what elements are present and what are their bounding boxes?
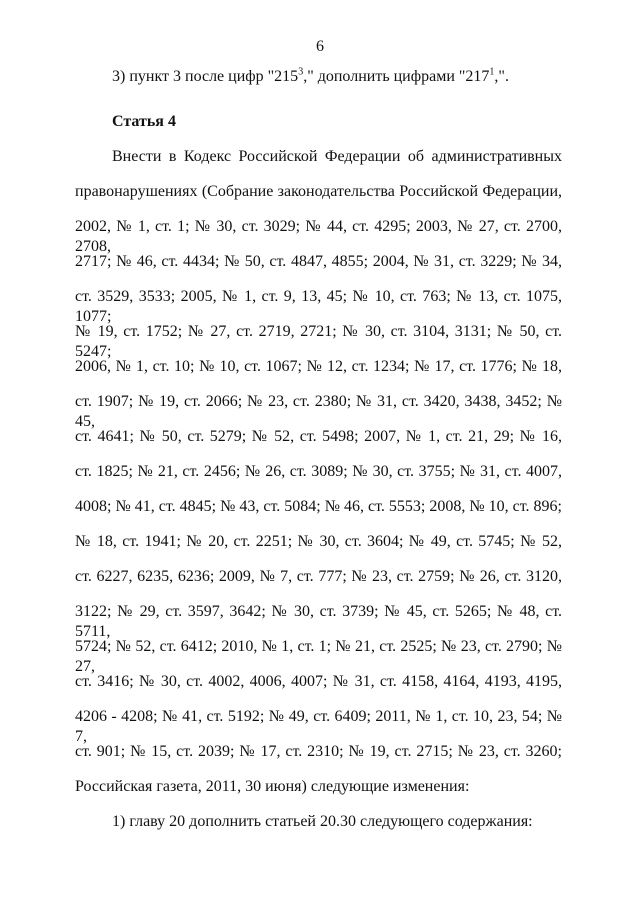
page-number: 6 [316, 38, 324, 55]
item-3-superscript-2: 1 [489, 66, 495, 78]
body-line: № 19, ст. 1752; № 27, ст. 2719, 2721; № 30, ст. 3104, 3131; № 50, ст. 5247; [75, 323, 562, 360]
item-3-text-middle: ," дополнить цифрами "217 [303, 68, 490, 85]
body-line: Внести в Кодекс Российской Федерации об административных [112, 148, 562, 165]
body-line: ст. 3529, 3533; 2005, № 1, ст. 9, 13, 45; № 10, ст. 763; № 13, ст. 1075, 1077; [75, 288, 562, 325]
body-line: ст. 901; № 15, ст. 2039; № 17, ст. 2310; № 19, ст. 2715; № 23, ст. 3260; [75, 743, 562, 760]
item-3-amendment [112, 67, 509, 87]
body-line: правонарушениях (Собрание законодательства Российской Федерации, [75, 183, 562, 200]
body-line: 5724; № 52, ст. 6412; 2010, № 1, ст. 1; № 21, ст. 2525; № 23, ст. 2790; № 27, [75, 638, 562, 675]
body-line: ст. 3416; № 30, ст. 4002, 4006, 4007; № 31, ст. 4158, 4164, 4193, 4195, [75, 673, 562, 690]
body-line: 2717; № 46, ст. 4434; № 50, ст. 4847, 4855; 2004, № 31, ст. 3229; № 34, [75, 253, 562, 270]
body-line: ст. 1907; № 19, ст. 2066; № 23, ст. 2380; № 31, ст. 3420, 3438, 3452; № 45, [75, 393, 562, 430]
body-line: 4206 - 4208; № 41, ст. 5192; № 49, ст. 6409; 2011, № 1, ст. 10, 23, 54; № 7, [75, 708, 562, 745]
item-3-text-after: ,". [494, 68, 509, 85]
body-line: № 18, ст. 1941; № 20, ст. 2251; № 30, ст. 3604; № 49, ст. 5745; № 52, [75, 533, 562, 550]
item-1-amendment: 1) главу 20 дополнить статьей 20.30 следующего содержания: [112, 813, 533, 830]
item-3-superscript-1: 3 [298, 66, 304, 78]
body-line: 2006, № 1, ст. 10; № 10, ст. 1067; № 12, ст. 1234; № 17, ст. 1776; № 18, [75, 358, 562, 375]
body-line: 3122; № 29, ст. 3597, 3642; № 30, ст. 3739; № 45, ст. 5265; № 48, ст. 5711, [75, 603, 562, 640]
body-line: 4008; № 41, ст. 4845; № 43, ст. 5084; № 46, ст. 5553; 2008, № 10, ст. 896; [75, 498, 562, 515]
body-line: 2002, № 1, ст. 1; № 30, ст. 3029; № 44, ст. 4295; 2003, № 27, ст. 2700, 2708, [75, 218, 562, 255]
body-line: ст. 1825; № 21, ст. 2456; № 26, ст. 3089; № 30, ст. 3755; № 31, ст. 4007, [75, 463, 562, 480]
item-3-text-before: 3) пункт 3 после цифр "215 [112, 68, 299, 85]
body-line-last: Российская газета, 2011, 30 июня) следующие изменения: [75, 778, 470, 795]
article-heading: Статья 4 [112, 113, 176, 130]
body-line: ст. 6227, 6235, 6236; 2009, № 7, ст. 777; № 23, ст. 2759; № 26, ст. 3120, [75, 568, 562, 585]
body-line: ст. 4641; № 50, ст. 5279; № 52, ст. 5498; 2007, № 1, ст. 21, 29; № 16, [75, 428, 562, 445]
